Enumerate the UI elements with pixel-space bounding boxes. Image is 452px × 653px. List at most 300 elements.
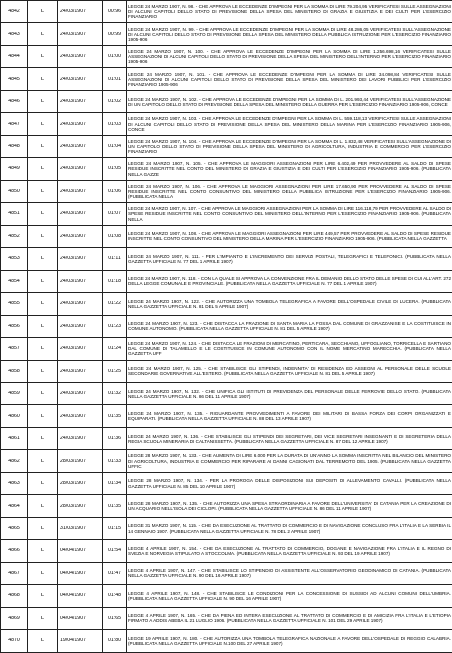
law-date	[58, 382, 103, 404]
row-number-text: 4849	[2, 166, 26, 171]
table-row	[1, 450, 452, 472]
law-description-text: LEGGE 24 MARZO 1907, N. 108. - CHE APPROVA LE MAGGIORI ASSEGNAZIONI PER LIRE 449,57 PER PROVVEDERE AL SALDO DI SPESE RESIDUE INSCRITTE NEL CONTO CONSUNTIVO DEL MINISTERO DELLA MARINA PER L'ESERCIZIO FINANZIARIO 1905-906. (PUBBLICATA NELLA GAZZETTA	[128, 231, 451, 241]
table-row	[1, 495, 452, 517]
row-number-text: 4851	[2, 211, 26, 216]
row-number	[1, 113, 28, 135]
law-date	[58, 293, 103, 315]
law-number-text: 00:96	[104, 9, 125, 14]
row-number-text: 4857	[2, 346, 26, 351]
law-description-text: LEGGE 24 MARZO 1907, N. 132. - CHE UNIFICA GLI ISTITUTI DI PREVIDENZA DEL PERSONALE DELLE FERROVIE DELLO STATO. (PUBBLICATA NELLA GAZZETTA UFFICIALE N. 86 DEL 11 APRILE 1907)	[128, 389, 451, 399]
volume-code-text: L	[29, 211, 56, 216]
table-row	[1, 562, 452, 584]
law-date-text: 24/03/1907	[60, 166, 101, 171]
law-description-text: LEGGE 24 MARZO 1907, N. 103. - CHE APPROVA LE ECCEDENZE D'IMPEGNI PER LA SOMMA DI L. 559.118,13 VERIFICATESI SULLE ASSEGNAZIONI DI ALCUNI CAPITOLI DELLO STATO DI PREVISIONE DELLA SPESA DEL MINISTERO DELLA MARINA PER L'ESERCIZIO FINANZIARIO 1905-906, CONCE	[128, 116, 451, 131]
law-description-text: LEGGE 4 APRILE 1907, N. 165. - CHE DA PIENA ED INTERA ESECUZIONE AL TRATTATO DI COMMERCIO E DI AMICIZIA FRA L'ITALIA E L'ETIOPIA FIRMATO A ADDIS ABEBA IL 21 LUGLIO 1906. (PUBBLICATA NELLA GAZZETTA UFFICIALE N. 101 DEL 29 APRILE 1907)	[128, 613, 451, 623]
law-date-text: 24/03/1907	[60, 99, 101, 104]
law-description-text: LEGGE 24 MARZO 1907, N. 122. - CHE AUTORIZZA UNA TOMBOLA TELEGRAFICA A FAVORE DELL'OSPEDALE CIVILE DI LUCERA. (PUBBLICATA NELLA GAZZETTA UFFICIALE N. 81 DEL 5 APRILE 1907)	[128, 299, 451, 309]
law-date	[58, 45, 103, 67]
law-number	[103, 630, 127, 652]
law-number-text: 01:07	[104, 211, 125, 216]
law-number	[103, 113, 127, 135]
law-date	[58, 270, 103, 292]
law-date	[58, 472, 103, 494]
table-row	[1, 90, 452, 112]
law-description	[127, 450, 452, 472]
law-description	[127, 180, 452, 202]
law-number	[103, 338, 127, 360]
law-date-text: 19/04/1907	[60, 638, 101, 643]
law-description-text: LEGGE 4 APRILE 1907, N. 147. - CHE STABILISCE LO STIPENDIO DI ASSISTENTE ALL'OSSERVATORIO GEODINAMICO DI CATANIA. (PUBBLICATA NELLA GAZZETTA UFFICIALE N. 90 DEL 16 APRILE 1907)	[128, 568, 451, 578]
table-row	[1, 338, 452, 360]
volume-code-text: L	[29, 638, 56, 643]
law-description-text: LEGGE 24 MARZO 1907, N. 135. - RIGUARDANTE PROVVEDIMENTI A FAVORE DEI MILITARI DI BASSA FORZA DEI CORPI ORGANIZZATI E EQUIPARATI. (PUBBLICATA NELLA GAZZETTA UFFICIALE N. 88 DEL 13 APRILE 1907)	[128, 411, 451, 421]
volume-code-text: L	[29, 9, 56, 14]
volume-code	[28, 203, 58, 225]
law-date-text: 24/03/1907	[60, 54, 101, 59]
law-date	[58, 517, 103, 539]
law-number-text: 01:32	[104, 391, 125, 396]
law-description	[127, 427, 452, 449]
volume-code-text: L	[29, 166, 56, 171]
law-number	[103, 405, 127, 427]
table-row	[1, 630, 452, 652]
law-date	[58, 562, 103, 584]
volume-code	[28, 630, 58, 652]
law-number-text: 01:06	[104, 189, 125, 194]
volume-code-text: L	[29, 391, 56, 396]
laws-table-body	[1, 1, 452, 653]
law-description-text: LEGGE 28 MARZO 1907, N. 134. - PER LA PROROGA DELLE DISPOSIZIONI SUI DEPOSITI DI ALLEVAMENTO CAVALLI. (PUBBLICATA NELLA GAZZETTA UFFICIALE N. 85 DEL 10 APRILE 1907)	[128, 478, 451, 488]
row-number	[1, 338, 28, 360]
row-number	[1, 135, 28, 157]
row-number-text: 4868	[2, 593, 26, 598]
law-description	[127, 68, 452, 90]
volume-code-text: L	[29, 77, 56, 82]
law-description-text: LEGGE 24 MARZO 1907, N. 107. - CHE APPROVA LE MAGGIORI ASSEGNAZIONI PER LA SOMMA DI LIRE 116.118,79 PER PROVVEDERE AL SALDO DI SPESE RESIDUE INSCRITTE NEL CONTO CONSUNTIVO DEL MINISTERO DELL'INTERNO PER L'ESERCIZIO FINANZIARIO 1905-906. (PUBBLICATA NELLA	[128, 206, 451, 221]
law-description-text: LEGGE 24 MARZO 1907, N. 104. - CHE APPROVA LE ECCEDENZE D'IMPEGNI PER LA SOMMA DI L. 1.832,48 VERIFICATESI SULL'ASSEGNAZIONE DI UN CAPITOLO DELLO STATO DI PREVISIONE DELLA SPESA DEL MINISTERO DI AGRICOLTURA, INDUSTRIA E COMMERCIO PER L'ESERCIZIO FINANZIARIO	[128, 139, 451, 154]
law-date-text: 24/03/1907	[60, 369, 101, 374]
law-number-text: 01:48	[104, 593, 125, 598]
row-number-text: 4861	[2, 436, 26, 441]
law-number-text: 01:24	[104, 346, 125, 351]
volume-code	[28, 1, 58, 23]
volume-code-text: L	[29, 369, 56, 374]
law-date	[58, 68, 103, 90]
row-number	[1, 607, 28, 629]
law-description-text: LEGGE 24 MARZO 1907, N. 124. - CHE DISTACCA LE FRAZIONI DI MERCATINO, PERTICARA, SECCHIANO, UFFOGLIANO, TORRICELLA E SARTIANO DAL COMUNE DI TALAMELLO E LE COSTITUISCE IN COMUNE AUTONOMO CON IL NOME MERCATINO MARECCHIA. (PUBBLICATA NELLA GAZZETTA UFF	[128, 341, 451, 356]
law-description-text: LEGGE 24 MARZO 1907, N. 105. - CHE APPROVA LE MAGGIORI ASSEGNAZIONI PER LIRE 6.402,49 PER PROVVEDERE AL SALDO DI SPESE RESIDUE INSCRITTE NEL CONTO DEL MINISTERO DI GRAZIA E GIUSTIZIA E DEI CULTI PER L'ESERCIZIO FINANZIARIO 1905-906. (PUBBLICATA NELLA GAZZE	[128, 161, 451, 176]
law-number	[103, 248, 127, 270]
law-description	[127, 495, 452, 517]
law-number	[103, 225, 127, 247]
law-description-text: LEGGE 24 MARZO 1907, N. 125. - CHE STABILISCE GLI STIPENDI, INDENNITA' DI RESIDENZA ED ASSEGNI AL PERSONALE DELLE SCUOLE SECONDARIE GOVERNATIVE ALL'ESTERO. (PUBBLICATA NELLA GAZZETTA UFFICIALE N. 81 DEL 5 APRILE 1907)	[128, 366, 451, 376]
law-date-text: 28/03/1907	[60, 459, 101, 464]
law-date	[58, 315, 103, 337]
row-number	[1, 540, 28, 562]
volume-code	[28, 495, 58, 517]
volume-code-text: L	[29, 548, 56, 553]
law-date	[58, 630, 103, 652]
law-date	[58, 1, 103, 23]
law-description-text: LEGGE 24 MARZO 1907, N. 99. - CHE APPROVA LE ECCEDENZE D'IMPEGNI PER LA SOMMA DI LIRE 48.286,05 VERIFICATESI SULL'ASSEGNAZIONE DI ALCUNI CAPITOLI DELLO STATO DI PREVISIONE DELLA SPESA DEL MINISTERO DELLA PUBBLICA ISTRUZIONE PER L'ESERCIZIO FINANZIARIO 1905-906	[128, 27, 451, 42]
row-number	[1, 517, 28, 539]
row-number-text: 4856	[2, 324, 26, 329]
row-number-text: 4863	[2, 481, 26, 486]
row-number	[1, 427, 28, 449]
volume-code	[28, 135, 58, 157]
volume-code-text: L	[29, 54, 56, 59]
row-number	[1, 158, 28, 180]
volume-code	[28, 293, 58, 315]
law-number	[103, 270, 127, 292]
law-description	[127, 90, 452, 112]
law-number-text: 01:15	[104, 526, 125, 531]
row-number	[1, 472, 28, 494]
law-description	[127, 382, 452, 404]
row-number	[1, 68, 28, 90]
law-number-text: 01:05	[104, 166, 125, 171]
volume-code-text: L	[29, 346, 56, 351]
law-number	[103, 90, 127, 112]
row-number	[1, 315, 28, 337]
law-date	[58, 203, 103, 225]
law-number-text: 01:04	[104, 144, 125, 149]
row-number	[1, 450, 28, 472]
table-row	[1, 23, 452, 45]
volume-code	[28, 472, 58, 494]
law-date	[58, 405, 103, 427]
law-date	[58, 248, 103, 270]
row-number	[1, 180, 28, 202]
law-number	[103, 585, 127, 607]
law-date	[58, 338, 103, 360]
row-number	[1, 405, 28, 427]
row-number-text: 4855	[2, 301, 26, 306]
volume-code	[28, 315, 58, 337]
law-description	[127, 360, 452, 382]
law-description-text: LEGGE 24 MARZO 1907, N. 100. - CHE APPROVA LE ECCEDENZE D'IMPEGNI PER LA SOMMA DI LIRE 1.256.698,16 VERIFICATESI SULLE ASSEGNAZIONI DI ALCUNI CAPITOLI DELLO STATO DI PREVISIONE DELLA SPESA DEL MINISTERO DELL'INTERNO PER L'ESERCIZIO FINANZIARIO 1905-906	[128, 49, 451, 64]
law-date	[58, 585, 103, 607]
law-number-text: 00:99	[104, 32, 125, 37]
law-date	[58, 23, 103, 45]
law-description-text: LEGGE 24 MARZO 1907, N. 106. - CHE APPROVA LE MAGGIORI ASSEGNAZIONI PER LIRE 17.650,90 PER PROVVEDERE AL SALDO DI SPESE RESIDUE INSCRITTE NEL CONTO CONSUNTIVO DEL MINISTERO DELLA PUBBLICA ISTRUZIONE PER L'ESERCIZIO FINANZIARIO 1905-906. (PUBBLICATA NELLA	[128, 184, 451, 199]
law-description-text: LEGGE 24 MARZO 1907, N. 123. - CHE DISTACCA LA FRAZIONE DI SANTA MARIA LA FOSSA DAL COMUNE DI GRAZZANISE E LA COSTITUISCE IN COMUNE AUTONOMO. (PUBBLICATA NELLA GAZZETTA UFFICIALE N. 81 DEL 5 APRILE 1907)	[128, 321, 451, 331]
law-date	[58, 180, 103, 202]
law-description	[127, 158, 452, 180]
law-date-text: 24/03/1907	[60, 9, 101, 14]
law-number-text: 01:47	[104, 571, 125, 576]
row-number	[1, 562, 28, 584]
row-number	[1, 225, 28, 247]
law-description	[127, 203, 452, 225]
table-row	[1, 382, 452, 404]
law-number	[103, 23, 127, 45]
volume-code	[28, 540, 58, 562]
volume-code-text: L	[29, 571, 56, 576]
law-date	[58, 225, 103, 247]
law-date-text: 24/03/1907	[60, 324, 101, 329]
law-date-text: 24/03/1907	[60, 189, 101, 194]
law-description-text: LEGGE 24 MARZO 1907, N. 102. - CHE APPROVA LE ECCEDENZE D'IMPEGNI PER LA SOMMA DI L. 201.993,44 VERIFICATESI SULL'ASSEGNAZIONE DI UN CAPITOLO DELLO STATO DI PREVISIONE DELLA SPESA DEL MINISTERO DELLA GUERRA PER L'ESERCIZIO FINANZIARIO 1905-906, CONCE	[128, 97, 451, 107]
volume-code-text: L	[29, 301, 56, 306]
table-row	[1, 158, 452, 180]
law-number-text: 01:02	[104, 99, 125, 104]
table-row	[1, 45, 452, 67]
volume-code-text: L	[29, 279, 56, 284]
law-number	[103, 203, 127, 225]
row-number-text: 4870	[2, 638, 26, 643]
law-description-text: LEGGE 24 MARZO 1907, N. 118. - CON LA QUALE SI APPROVA LA CONVENZIONE FRA IL DEMANIO DELLO STATO DELLE SPESE DI CUI ALL'ART. 272 DELLA LEGGE COMUNALE E PROVINCIALE. (PUBBLICATA NELLA GAZZETTA UFFICIALE N. 77 DEL 1 APRILE 1907)	[128, 276, 451, 286]
law-number-text: 01:35	[104, 504, 125, 509]
law-date	[58, 427, 103, 449]
law-date-text: 24/03/1907	[60, 414, 101, 419]
row-number-text: 4845	[2, 77, 26, 82]
law-number-text: 01:22	[104, 301, 125, 306]
volume-code-text: L	[29, 32, 56, 37]
law-number-text: 01:34	[104, 481, 125, 486]
law-number	[103, 293, 127, 315]
law-description-text: LEGGE 24 MARZO 1907, N. 111. - PER L'IMPIANTO E L'INCREMENTO DEI SERVIZI POSTALI, TELEGRAFICI E TELEFONICI. (PUBBLICATA NELLA GAZZETTA UFFICIALE N. 77 DEL 1 APRILE 1907)	[128, 254, 451, 264]
table-row	[1, 585, 452, 607]
law-number	[103, 45, 127, 67]
law-date	[58, 158, 103, 180]
law-number-text: 01:23	[104, 324, 125, 329]
law-number-text: 01:65	[104, 616, 125, 621]
volume-code	[28, 180, 58, 202]
row-number	[1, 495, 28, 517]
law-description	[127, 607, 452, 629]
law-date-text: 24/03/1907	[60, 256, 101, 261]
law-description	[127, 585, 452, 607]
volume-code-text: L	[29, 593, 56, 598]
table-row	[1, 180, 452, 202]
row-number	[1, 270, 28, 292]
table-row	[1, 1, 452, 23]
row-number	[1, 382, 28, 404]
law-description	[127, 517, 452, 539]
table-row	[1, 517, 452, 539]
law-description	[127, 472, 452, 494]
law-description	[127, 338, 452, 360]
law-description-text: LEGGE 24 MARZO 1907, N. 136. - CHE STABILISCE GLI STIPENDI DEI SEGRETARI, DEI VICE SEGRETARI INSEGNANTI E DI SEGRETERIA DELLA REGIA SCUOLA MINERARIA DI CALTANISSETTA. (PUBBLICATA NELLA GAZZETTA UFFICIALE N. 87 DEL 12 APRILE 1907)	[128, 434, 451, 444]
volume-code-text: L	[29, 189, 56, 194]
law-number-text: 01:33	[104, 459, 125, 464]
row-number-text: 4848	[2, 144, 26, 149]
law-number-text: 01:08	[104, 234, 125, 239]
row-number-text: 4854	[2, 279, 26, 284]
volume-code-text: L	[29, 324, 56, 329]
law-description	[127, 1, 452, 23]
row-number-text: 4858	[2, 369, 26, 374]
law-number-text: 01:03	[104, 122, 125, 127]
law-date	[58, 360, 103, 382]
law-number-text: 01:25	[104, 369, 125, 374]
volume-code	[28, 90, 58, 112]
law-description-text: LEGGE 19 APRILE 1907, N. 180. - CHE AUTORIZZA UNA TOMBOLA TELEGRAFICA NAZIONALE A FAVORE DELL'OSPEDALE DI REGGIO CALABRIA. (PUBBLICATA NELLA GAZZETTA UFFICIALE N.100 DEL 27 APRILE 1907)	[128, 636, 451, 646]
volume-code	[28, 113, 58, 135]
row-number-text: 4853	[2, 256, 26, 261]
row-number-text: 4844	[2, 54, 26, 59]
law-date-text: 24/03/1907	[60, 436, 101, 441]
law-date-text: 24/03/1907	[60, 234, 101, 239]
table-row	[1, 270, 452, 292]
row-number-text: 4859	[2, 391, 26, 396]
law-date-text: 28/03/1907	[60, 481, 101, 486]
law-description-text: LEGGE 4 APRILE 1907, N. 148. - CHE STABILISCE LE CONDIZIONI PER LA CONCESSIONE DI SUSSIDI AD ALCUNI COMUNI DELL'UMBRIA. (PUBBLICATA NELLA GAZZETTA UFFICIALE N. 90 DEL 16 APRILE 1907)	[128, 591, 451, 601]
table-row	[1, 607, 452, 629]
law-number	[103, 607, 127, 629]
law-description-text: LEGGE 24 MARZO 1907, N. 98. - CHE APPROVA LE ECCEDENZE D'IMPEGNI PER LA SOMMA DI LIRE 79.204,95 VERIFICATESI SULLE ASSEGNAZIONI DI ALCUNI CAPITOLI DELLO STATO DI PREVISIONE DELLA SPESA DEL MINISTERO DI GRAZIA E GIUSTIZIA E DEI CULTI PER L'ESERCIZIO FINANZIARIO	[128, 4, 451, 19]
law-description-text: LEGGE 24 MARZO 1907, N. 101. - CHE APPROVA LE ECCEDENZE D'IMPEGNI PER LA SOMMA DI LIRE 34.098,84 VERIFICATESI SULLE ASSEGNAZIONI DI ALCUNI CAPITOLI DELLO STATO DI PREVISIONE DELLA SPESA DEL MINISTERO DEI LAVORI PUBBLICI PER L'ESERCIZIO FINANZIARIO 1905-906	[128, 72, 451, 87]
law-description	[127, 540, 452, 562]
law-number	[103, 495, 127, 517]
row-number-text: 4846	[2, 99, 26, 104]
volume-code	[28, 45, 58, 67]
law-number	[103, 472, 127, 494]
law-date-text: 28/03/1907	[60, 504, 101, 509]
law-description	[127, 45, 452, 67]
law-date-text: 04/04/1907	[60, 593, 101, 598]
law-description	[127, 135, 452, 157]
row-number-text: 4869	[2, 616, 26, 621]
volume-code	[28, 338, 58, 360]
table-row	[1, 427, 452, 449]
law-number	[103, 450, 127, 472]
volume-code-text: L	[29, 256, 56, 261]
table-row	[1, 315, 452, 337]
volume-code	[28, 517, 58, 539]
row-number	[1, 248, 28, 270]
law-date-text: 31/03/1907	[60, 526, 101, 531]
volume-code	[28, 405, 58, 427]
law-description	[127, 23, 452, 45]
volume-code	[28, 562, 58, 584]
law-date-text: 24/03/1907	[60, 144, 101, 149]
volume-code	[28, 248, 58, 270]
row-number	[1, 203, 28, 225]
law-date-text: 04/04/1907	[60, 571, 101, 576]
law-description	[127, 248, 452, 270]
law-number	[103, 360, 127, 382]
volume-code-text: L	[29, 481, 56, 486]
table-row	[1, 225, 452, 247]
law-number-text: 01:18	[104, 279, 125, 284]
law-date-text: 24/03/1907	[60, 32, 101, 37]
law-number-text: 01:35	[104, 414, 125, 419]
volume-code-text: L	[29, 616, 56, 621]
law-date-text: 24/03/1907	[60, 77, 101, 82]
row-number	[1, 23, 28, 45]
law-number	[103, 135, 127, 157]
table-row	[1, 203, 452, 225]
row-number-text: 4842	[2, 9, 26, 14]
table-row	[1, 293, 452, 315]
volume-code	[28, 270, 58, 292]
law-number	[103, 180, 127, 202]
law-date-text: 24/03/1907	[60, 301, 101, 306]
law-number	[103, 562, 127, 584]
volume-code-text: L	[29, 436, 56, 441]
law-description	[127, 630, 452, 652]
table-row	[1, 135, 452, 157]
volume-code-text: L	[29, 414, 56, 419]
row-number-text: 4867	[2, 571, 26, 576]
row-number-text: 4865	[2, 526, 26, 531]
law-number	[103, 68, 127, 90]
row-number	[1, 45, 28, 67]
volume-code	[28, 427, 58, 449]
volume-code	[28, 360, 58, 382]
law-number	[103, 1, 127, 23]
table-row	[1, 360, 452, 382]
law-description-text: LEGGE 28 MARZO 1907, N. 133. - CHE AUMENTA DI LIRE 6.000 PER LA DURATA DI UN'ANNO LA SOMMA INSCRITTA NEL BILANCIO DEL MINISTERO DI AGRICOLTURA, INDUSTRIA E COMMERCIO PER RIPARARE AI DANNI CAGIONATI DAL TERREMOTO DEL 1905. (PUBBLICATA NELLA GAZZETTA UFFIC	[128, 453, 451, 468]
law-date	[58, 607, 103, 629]
row-number	[1, 630, 28, 652]
volume-code	[28, 158, 58, 180]
volume-code	[28, 607, 58, 629]
law-date	[58, 90, 103, 112]
row-number-text: 4866	[2, 548, 26, 553]
law-date	[58, 495, 103, 517]
law-date-text: 24/03/1907	[60, 279, 101, 284]
law-number-text: 01:54	[104, 548, 125, 553]
law-date-text: 24/03/1907	[60, 211, 101, 216]
volume-code-text: L	[29, 234, 56, 239]
table-row	[1, 248, 452, 270]
volume-code	[28, 68, 58, 90]
table-row	[1, 472, 452, 494]
table-row	[1, 405, 452, 427]
law-date	[58, 113, 103, 135]
law-description	[127, 270, 452, 292]
law-number-text: 01:01	[104, 77, 125, 82]
law-number	[103, 382, 127, 404]
row-number	[1, 293, 28, 315]
row-number-text: 4847	[2, 122, 26, 127]
table-row	[1, 113, 452, 135]
row-number-text: 4862	[2, 459, 26, 464]
row-number-text: 4864	[2, 504, 26, 509]
law-number-text: 01:11	[104, 256, 125, 261]
law-date-text: 24/03/1907	[60, 346, 101, 351]
law-description	[127, 405, 452, 427]
law-number	[103, 540, 127, 562]
law-description	[127, 225, 452, 247]
volume-code	[28, 450, 58, 472]
row-number-text: 4852	[2, 234, 26, 239]
row-number-text: 4850	[2, 189, 26, 194]
law-number-text: 01:00	[104, 54, 125, 59]
volume-code-text: L	[29, 144, 56, 149]
law-number	[103, 517, 127, 539]
volume-code-text: L	[29, 122, 56, 127]
volume-code	[28, 225, 58, 247]
volume-code-text: L	[29, 526, 56, 531]
row-number-text: 4843	[2, 32, 26, 37]
row-number	[1, 585, 28, 607]
law-date-text: 04/04/1907	[60, 616, 101, 621]
law-date	[58, 135, 103, 157]
law-description	[127, 293, 452, 315]
volume-code	[28, 382, 58, 404]
law-date-text: 04/04/1907	[60, 548, 101, 553]
volume-code-text: L	[29, 99, 56, 104]
law-date	[58, 450, 103, 472]
volume-code	[28, 23, 58, 45]
volume-code-text: L	[29, 459, 56, 464]
row-number	[1, 360, 28, 382]
row-number	[1, 90, 28, 112]
